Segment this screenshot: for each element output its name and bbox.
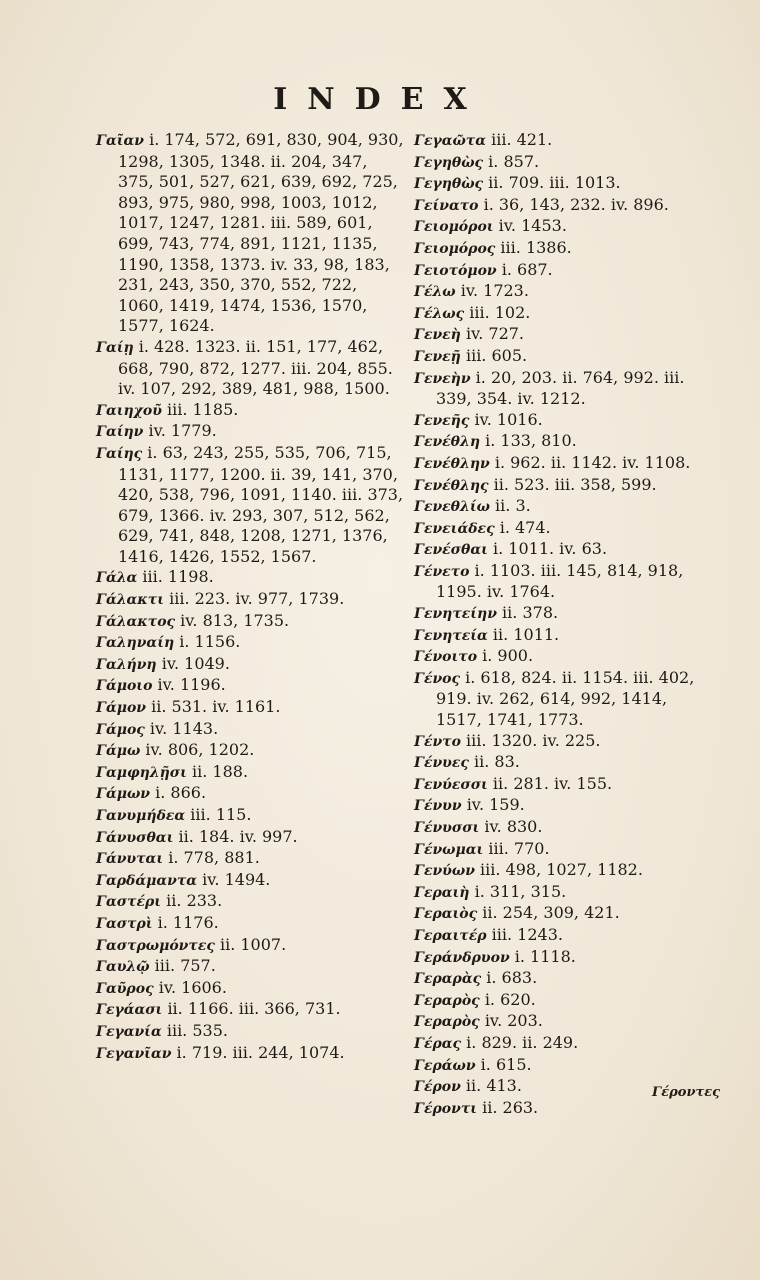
index-entry	[414, 152, 710, 174]
entry-headword: Γαῦρος	[96, 980, 154, 997]
index-entry	[414, 968, 710, 990]
entry-references: iv. 813, 1735.	[180, 610, 290, 630]
entry-references: iii. 1198.	[142, 567, 214, 587]
entry-references: iv. 159.	[466, 795, 525, 815]
entry-headword: Γειοτόμον	[414, 262, 497, 279]
entry-references: i. 683.	[486, 968, 538, 988]
index-entry	[96, 935, 408, 957]
entry-headword: Γεγάασι	[96, 1002, 163, 1019]
entry-headword: Γέρας	[414, 1035, 462, 1052]
entry-references: i. 962. ii. 1142. iv. 1108.	[494, 452, 691, 472]
index-entry	[96, 337, 408, 400]
entry-headword: Γενέθλην	[414, 455, 490, 472]
entry-references: iv. 1049.	[161, 653, 230, 673]
entry-headword: Γενεθλίω	[414, 499, 490, 516]
index-entry	[414, 238, 710, 260]
entry-headword: Γέλως	[414, 305, 465, 322]
entry-references: iii. 498, 1027, 1182.	[480, 860, 643, 880]
entry-headword: Γάνυσθαι	[96, 829, 174, 846]
index-entry	[96, 654, 408, 676]
entry-references: i. 311, 315.	[474, 881, 567, 901]
entry-headword: Γάλακτι	[96, 592, 164, 609]
index-entry	[96, 443, 408, 568]
entry-headword: Γαῖαν	[96, 133, 144, 149]
entry-references: i. 778, 881.	[168, 848, 260, 868]
entry-references: iii. 223. iv. 977, 1739.	[169, 589, 345, 609]
entry-references: i. 1156.	[179, 632, 241, 652]
entry-headword: Γέντο	[414, 733, 461, 750]
index-entry	[414, 561, 710, 603]
index-entry	[414, 303, 710, 325]
index-entry	[96, 891, 408, 913]
entry-references: i. 36, 143, 232. iv. 896.	[483, 194, 669, 214]
entry-references: iii. 1185.	[167, 399, 239, 419]
index-entry	[414, 496, 710, 518]
index-entry	[414, 324, 710, 346]
entry-references: iv. 830.	[484, 817, 543, 836]
index-entry	[96, 130, 408, 337]
entry-references: i. 687.	[501, 259, 553, 279]
entry-headword: Γενητείην	[414, 606, 497, 623]
entry-headword: Γενητεία	[414, 627, 488, 644]
entry-references: iv. 1494.	[202, 869, 271, 889]
entry-headword: Γέροντι	[414, 1100, 478, 1117]
index-entry	[96, 913, 408, 935]
index-entry	[414, 1011, 710, 1033]
entry-headword: Γειομόρος	[414, 240, 496, 257]
entry-headword: Γεγανία	[96, 1023, 162, 1040]
page-title: INDEX	[273, 82, 487, 117]
entry-headword: Γαλήνη	[96, 656, 157, 673]
entry-headword: Γειομόροι	[414, 219, 494, 236]
entry-headword: Γενεῇ	[414, 348, 461, 365]
index-entry	[96, 762, 408, 784]
index-entry	[96, 675, 408, 697]
entry-headword: Γεγανῖαν	[96, 1045, 172, 1062]
entry-headword: Γαμφηλῇσι	[96, 764, 187, 781]
index-entry	[414, 925, 710, 947]
index-entry	[96, 719, 408, 741]
index-entry	[414, 903, 710, 925]
entry-references: iii. 535.	[166, 1020, 228, 1040]
entry-headword: Γάμον	[96, 700, 147, 717]
entry-headword: Γεραρὰς	[414, 971, 482, 988]
entry-references: ii. 233.	[166, 891, 223, 911]
entry-headword: Γεραιὸς	[414, 906, 478, 923]
entry-references: i. 1103. iii. 145, 814, 918, 1195. iv. 1764.	[436, 560, 684, 602]
index-entry	[96, 421, 408, 443]
entry-headword: Γεραιτέρ	[414, 927, 487, 944]
index-entry	[96, 632, 408, 654]
entry-references: iv. 1016.	[474, 409, 543, 429]
index-entry	[414, 130, 710, 152]
index-entry	[96, 567, 408, 589]
index-entry	[414, 368, 710, 410]
entry-references: iii. 102.	[469, 302, 531, 322]
entry-references: ii. 184. iv. 997.	[178, 826, 298, 846]
index-entry	[414, 216, 710, 238]
entry-headword: Γενύεσσι	[414, 776, 488, 793]
index-entry	[414, 752, 710, 774]
entry-headword: Γάνυται	[96, 851, 164, 868]
entry-headword: Γενέθλη	[414, 434, 481, 451]
entry-headword: Γείνατο	[414, 197, 479, 214]
entry-references: ii. 413.	[465, 1076, 522, 1096]
entry-headword: Γάλακτος	[96, 613, 176, 630]
entry-headword: Γάμοιο	[96, 678, 153, 695]
entry-headword: Γενέθλης	[414, 477, 489, 494]
entry-headword: Γεγηθὼς	[414, 176, 484, 193]
entry-references: iv. 806, 1202.	[145, 740, 255, 760]
index-entry	[414, 281, 710, 303]
index-entry	[96, 956, 408, 978]
entry-headword: Γένυν	[414, 798, 462, 815]
entry-references: i. 719. iii. 244, 1074.	[176, 1042, 345, 1062]
entry-references: iii. 1386.	[500, 237, 572, 257]
index-column-left	[96, 130, 408, 1064]
entry-references: iii. 1243.	[491, 924, 563, 944]
index-entry	[96, 611, 408, 633]
entry-references: i. 857.	[488, 151, 540, 171]
entry-references: i. 1118.	[514, 946, 576, 966]
entry-headword: Γενεῆς	[414, 412, 470, 429]
index-entry	[414, 731, 710, 753]
index-entry	[414, 1055, 710, 1077]
entry-headword: Γενεὴ	[414, 327, 461, 344]
entry-headword: Γέλω	[414, 284, 456, 301]
entry-headword: Γαυλῷ	[96, 959, 150, 976]
entry-references: i. 428. 1323. ii. 151, 177, 462, 668, 790, 872, 1277. iii. 204, 855. iv. 107, 292, 389, 481, 988, 1500.	[118, 336, 393, 399]
entry-references: i. 1176.	[157, 912, 219, 932]
entry-references: ii. 188.	[192, 761, 249, 781]
entry-references: iii. 605.	[465, 345, 528, 365]
entry-headword: Γαστέρι	[96, 894, 162, 911]
entry-references: ii. 1007.	[219, 934, 287, 954]
entry-headword: Γένοιτο	[414, 649, 478, 666]
entry-headword: Γενειάδες	[414, 520, 495, 537]
entry-references: iii. 115.	[190, 805, 252, 824]
entry-headword: Γαρδάμαντα	[96, 872, 198, 889]
entry-references: iii. 1320. iv. 225.	[466, 730, 601, 750]
entry-references: i. 1011. iv. 63.	[492, 539, 608, 559]
entry-references: i. 474.	[499, 517, 551, 537]
entry-references: ii. 3.	[495, 496, 531, 516]
entry-references: iv. 1779.	[148, 421, 217, 441]
index-entry	[96, 400, 408, 422]
entry-references: iii. 770.	[488, 838, 550, 858]
index-entry	[414, 475, 710, 497]
entry-headword: Γαίης	[96, 445, 143, 462]
entry-references: ii. 263.	[482, 1097, 539, 1117]
index-entry	[414, 882, 710, 904]
entry-headword: Γαληναίη	[96, 635, 175, 652]
entry-references: ii. 1166. iii. 366, 731.	[167, 999, 341, 1019]
index-column-right	[414, 130, 710, 1119]
index-entry	[96, 740, 408, 762]
entry-headword: Γεράων	[414, 1057, 476, 1074]
entry-references: iv. 1143.	[149, 718, 219, 738]
entry-references: i. 618, 824. ii. 1154. iii. 402, 919. iv. 262, 614, 992, 1414, 1517, 1741, 1773.	[436, 667, 695, 730]
entry-headword: Γαιηχοῦ	[96, 402, 162, 419]
entry-references: iv. 1453.	[498, 216, 567, 236]
index-entry	[414, 453, 710, 475]
index-entry	[414, 795, 710, 817]
entry-references: iv. 203.	[484, 1011, 543, 1031]
entry-references: iii. 757.	[154, 956, 216, 976]
entry-references: i. 866.	[155, 783, 207, 803]
entry-headword: Γαίῃ	[96, 339, 134, 356]
index-entry	[414, 990, 710, 1012]
entry-references: ii. 83.	[474, 752, 520, 772]
entry-references: ii. 1011.	[492, 624, 560, 644]
index-entry	[414, 260, 710, 282]
index-entry	[96, 589, 408, 611]
index-entry	[96, 697, 408, 719]
index-entry	[96, 1021, 408, 1043]
entry-references: ii. 254, 309, 421.	[482, 903, 620, 923]
catchword: Γέροντες	[652, 1085, 721, 1100]
entry-references: i. 174, 572, 691, 830, 904, 930, 1298, 1305, 1348. ii. 204, 347, 375, 501, 527, 621, 639, 692, 725, 893, 975, 980, 998, 1003, 1012, 1017, 1247, 1281. iii. 589, 601, 699, 743, 774, 891, 1121, 1135, 1190, 1358, 1373. iv. 33, 98, 183, 231, 243, 350, 370, 552, 722, 1060, 1419, 1474, 1536, 1570, 1577, 1624.	[118, 130, 404, 336]
entry-headword: Γένυσσι	[414, 820, 480, 836]
entry-headword: Γένυες	[414, 755, 469, 772]
entry-references: iv. 1196.	[157, 675, 226, 695]
entry-headword: Γένωμαι	[414, 841, 484, 858]
entry-references: ii. 709. iii. 1013.	[488, 173, 621, 193]
entry-references: i. 615.	[480, 1054, 532, 1074]
entry-references: ii. 281. iv. 155.	[492, 773, 613, 793]
entry-headword: Γενύων	[414, 863, 475, 880]
entry-headword: Γεγαῶτα	[414, 133, 486, 149]
index-entry	[414, 603, 710, 625]
index-entry	[414, 539, 710, 561]
index-entry	[414, 774, 710, 796]
index-entry	[414, 839, 710, 861]
entry-references: i. 133, 810.	[485, 431, 577, 451]
index-entry	[96, 805, 408, 827]
entry-references: iv. 1723.	[460, 281, 529, 301]
entry-headword: Γενεὴν	[414, 370, 471, 387]
entry-headword: Γεραιὴ	[414, 884, 470, 901]
index-entry	[414, 431, 710, 453]
entry-references: i. 20, 203. ii. 764, 992. iii. 339, 354. iv. 1212.	[436, 367, 685, 409]
index-entry	[414, 646, 710, 668]
entry-headword: Γάλα	[96, 570, 138, 587]
index-entry	[96, 1043, 408, 1065]
entry-references: i. 620.	[484, 989, 536, 1009]
entry-headword: Γεγηθὼς	[414, 154, 484, 171]
index-entry	[414, 518, 710, 540]
index-entry	[414, 410, 710, 432]
entry-references: ii. 378.	[502, 603, 559, 623]
entry-headword: Γεραρὸς	[414, 1014, 480, 1031]
entry-references: i. 63, 243, 255, 535, 706, 715, 1131, 1177, 1200. ii. 39, 141, 370, 420, 538, 796, 1091, 1140. iii. 373, 679, 1366. iv. 293, 307, 512, 562, 629, 741, 848, 1208, 1271, 1376, 1416, 1426, 1552, 1567.	[118, 442, 404, 566]
index-entry	[414, 346, 710, 368]
entry-headword: Γάμων	[96, 786, 151, 803]
entry-headword: Γαίην	[96, 424, 144, 441]
index-entry	[414, 173, 710, 195]
entry-headword: Γαστρὶ	[96, 915, 153, 932]
index-entry	[414, 1033, 710, 1055]
entry-headword: Γανυμήδεα	[96, 808, 186, 824]
entry-headword: Γέρον	[414, 1079, 461, 1096]
entry-headword: Γάμος	[96, 721, 145, 738]
index-entry	[414, 860, 710, 882]
entry-references: i. 829. ii. 249.	[466, 1032, 579, 1052]
entry-references: iii. 421.	[491, 130, 553, 149]
index-entry	[414, 625, 710, 647]
index-entry	[96, 827, 408, 849]
index-entry	[96, 783, 408, 805]
entry-references: ii. 523. iii. 358, 599.	[493, 474, 657, 494]
entry-headword: Γαστρωμόντες	[96, 937, 215, 954]
entry-headword: Γένετο	[414, 563, 470, 580]
index-entry	[414, 668, 710, 731]
entry-headword: Γένος	[414, 670, 461, 687]
entry-references: iv. 1606.	[158, 977, 227, 997]
entry-headword: Γεράνδρυον	[414, 949, 510, 966]
entry-references: i. 900.	[482, 646, 534, 666]
index-entry	[414, 195, 710, 217]
entry-references: ii. 531. iv. 1161.	[151, 697, 281, 717]
index-entry	[414, 947, 710, 969]
index-entry	[96, 870, 408, 892]
index-entry	[96, 848, 408, 870]
index-entry	[96, 978, 408, 1000]
index-entry	[414, 1098, 710, 1120]
entry-headword: Γεραρὸς	[414, 992, 480, 1009]
entry-headword: Γάμω	[96, 743, 141, 760]
entry-headword: Γενέσθαι	[414, 542, 488, 559]
index-entry	[414, 817, 710, 839]
index-entry	[96, 999, 408, 1021]
entry-references: iv. 727.	[465, 324, 525, 344]
